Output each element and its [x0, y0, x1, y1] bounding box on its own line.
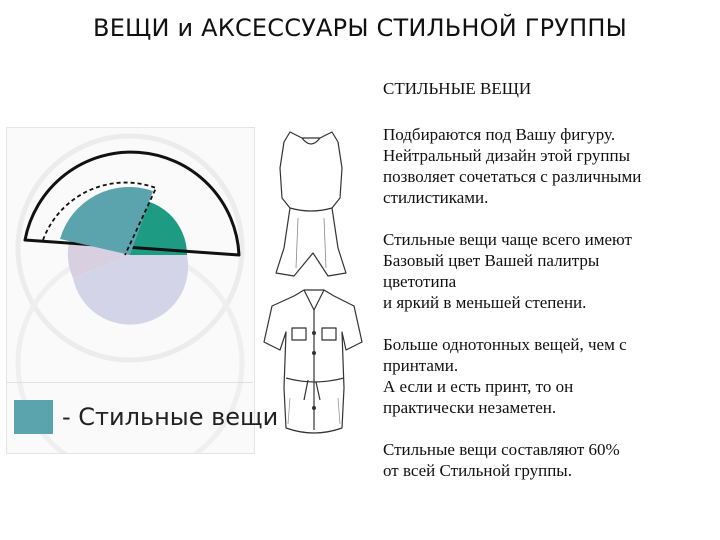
legend-label: - Стильные вещи: [62, 403, 279, 431]
page-title: ВЕЩИ и АКСЕССУАРЫ СТИЛЬНОЙ ГРУППЫ: [93, 14, 627, 42]
clothing-sketches: [258, 128, 370, 453]
section-heading: СТИЛЬНЫЕ ВЕЩИ: [383, 79, 532, 98]
description-column: [383, 78, 713, 502]
sleeveless-dress-sketch: [276, 132, 346, 276]
paragraph-color: Стильные вещи чаще всего имеют Базовый цвет Вашей палитры цветотипа и яркий в меньшей степени.: [383, 230, 632, 312]
paragraph-fit: Подбираются под Вашу фигуру. Нейтральный дизайн этой группы позволяет сочетаться с различными стилистиками.: [383, 125, 642, 207]
legend-swatch: [14, 400, 53, 434]
paragraph-prints: Больше однотонных вещей, чем с принтами. А если и есть принт, то он практически незаметен.: [383, 335, 627, 417]
clothing-illustrations: [258, 128, 370, 453]
shirt-tunic-sketch: [264, 290, 362, 433]
paragraph-share: Стильные вещи составляют 60% от всей Стильной группы.: [383, 440, 620, 480]
legend: [6, 382, 279, 453]
